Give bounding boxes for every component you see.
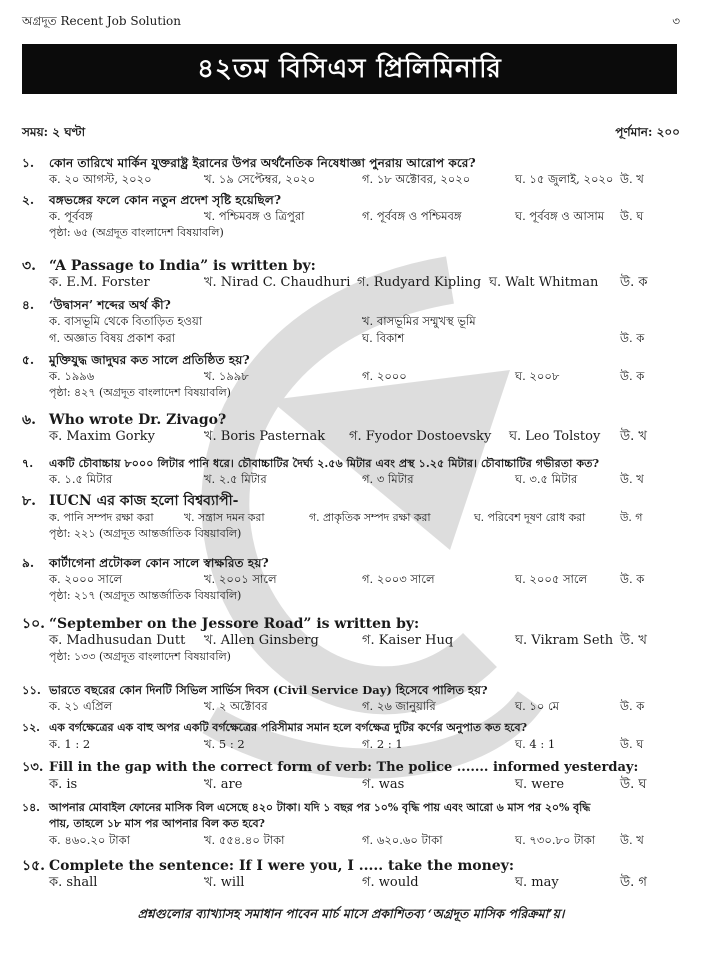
question-text: মুক্তিযুদ্ধ জাদুঘর কত সালে প্রতিষ্ঠিত হয়? <box>49 353 250 367</box>
option: গ. Rudyard Kipling <box>357 275 482 290</box>
question-text: “A Passage to India” is written by: <box>49 258 316 274</box>
option: ক. E.M. Forster <box>49 275 150 290</box>
option: খ. will <box>204 875 245 890</box>
answer: উ. ঘ <box>620 737 644 751</box>
question: ৭. একটি চৌবাচ্চায় ৮০০০ লিটার পানি ধরে। চৌবাচ্চাটির দৈর্ঘ্য ২.৫৬ মিটার এবং প্রস্থ ১.২৫ মিটার। চৌবাচ্চাটির গভীরতা কত? ক. ১.৫ মিটার খ. ২.৫ মিটার গ. ৩ মিটার ঘ. ৩.৫ মিটার উ. খ <box>22 456 644 486</box>
option: খ. সন্ত্রাস দমন করা <box>184 511 265 524</box>
option: ক. 1 : 2 <box>49 737 91 751</box>
option: ক. পানি সম্পদ রক্ষা করা <box>49 511 154 524</box>
option: ঘ. পূর্ববঙ্গ ও আসাম <box>515 209 605 223</box>
option: ঘ. ১৫ জুলাই, ২০২০ <box>515 172 614 186</box>
answer: উ. ক <box>620 275 648 290</box>
answer: উ. ঘ <box>620 777 647 792</box>
question: ৮. IUCN এর কাজ হলো বিশ্বব্যাপী- ক. পানি সম্পদ রক্ষা করা খ. সন্ত্রাস দমন করা গ. প্রাকৃতিক সম্পদ রক্ষা করা ঘ. পরিবেশ দূষণ রোধ করা উ. গ পৃষ্ঠা: ২২১ (অগ্রদূত আন্তর্জাতিক বিষয়াবলি) <box>22 493 682 541</box>
question-text: বঙ্গভঙ্গের ফলে কোন নতুন প্রদেশ সৃষ্টি হয়েছিল? <box>49 193 281 207</box>
option: ক. পূর্ববঙ্গ <box>49 209 93 223</box>
question-text: এক বর্গক্ষেত্রের এক বাহু অপর একটি বর্গক্ষেত্রের পরিসীমার সমান হলে বর্গক্ষেত্র দুটির কর্ণের অনুপাত কত হবে? <box>49 721 527 734</box>
option: ঘ. may <box>515 875 559 890</box>
answer: উ. ক <box>620 572 645 586</box>
option: ক. Maxim Gorky <box>49 429 156 444</box>
answer: উ. গ <box>620 875 647 890</box>
option: ঘ. পরিবেশ দূষণ রোধ করা <box>474 511 586 524</box>
option: ক. shall <box>49 875 98 890</box>
exam-time: সময়: ২ ঘণ্টা <box>22 125 86 139</box>
question: ৯. কার্টাগেনা প্রটোকল কোন সালে স্বাক্ষরিত হয়? ক. ২০০০ সালে খ. ২০০১ সালে গ. ২০০৩ সালে ঘ. ২০০৫ সালে উ. ক পৃষ্ঠা: ২১৭ (অগ্রদূত আন্তর্জাতিক বিষয়াবলি) <box>22 555 682 603</box>
question-text: ‘উদ্বাসন’ শব্দের অর্থ কী? <box>49 298 171 312</box>
option: খ. ২ অক্টোবর <box>204 699 268 713</box>
question: ২. বঙ্গভঙ্গের ফলে কোন নতুন প্রদেশ সৃষ্টি হয়েছিল? ক. পূর্ববঙ্গ খ. পশ্চিমবঙ্গ ও ত্রিপুরা গ. পূর্ববঙ্গ ও পশ্চিমবঙ্গ ঘ. পূর্ববঙ্গ ও আসাম উ. ঘ পৃষ্ঠা: ৬৫ (অগ্রদূত বাংলাদেশ বিষয়াবলি) <box>22 192 682 240</box>
option: ঘ. ৭৩০.৮০ টাকা <box>515 833 596 847</box>
option: খ. ২০০১ সালে <box>204 572 277 586</box>
option: ক. Madhusudan Dutt <box>49 633 186 648</box>
source-reference: পৃষ্ঠা: ১৩৩ (অগ্রদূত বাংলাদেশ বিষয়াবলি) <box>49 650 231 663</box>
option: ক. is <box>49 777 78 792</box>
option: গ. 2 : 1 <box>362 737 403 751</box>
question-text: Complete the sentence: If I were you, I ..... take the money: <box>49 858 515 874</box>
question: ১১. ভারতে বছরের কোন দিনটি সিভিল সার্ভিস দিবস (Civil Service Day) হিসেবে পালিত হয়? ক. ২১ এপ্রিল খ. ২ অক্টোবর গ. ২৬ জানুয়ারি ঘ. ১০ মে <box>22 683 560 713</box>
option: ঘ. 4 : 1 <box>515 737 556 751</box>
source-reference: পৃষ্ঠা: ৪২৭ (অগ্রদূত বাংলাদেশ বিষয়াবলি) <box>49 386 231 399</box>
source-reference: পৃষ্ঠা: ৬৫ (অগ্রদূত বাংলাদেশ বিষয়াবলি) <box>49 226 224 239</box>
answer: উ. ঘ <box>620 209 644 223</box>
option: খ. বাসভূমির সম্মুখস্থ ভূমি <box>362 314 476 328</box>
question-text: কার্টাগেনা প্রটোকল কোন সালে স্বাক্ষরিত হয়? <box>49 556 269 570</box>
question-text: আপনার মোবাইল ফোনের মাসিক বিল এসেছে ৪২০ টাকা। যদি ১ বছর পর ১০% বৃদ্ধি পায় এবং আরো ৬ মাস পর ২০% বৃদ্ধি <box>49 801 591 814</box>
option: গ. Fyodor Dostoevsky <box>349 429 492 444</box>
option: ঘ. ১০ মে <box>515 699 560 713</box>
option: ঘ. ২০০৮ <box>515 369 560 383</box>
question: ১০. “September on the Jessore Road” is written by: ক. Madhusudan Dutt খ. Allen Ginsberg গ. Kaiser Huq ঘ. Vikram Seth উ. খ পৃষ্ঠা: ১৩৩ (অগ্রদূত বাংলাদেশ বিষয়াবলি) <box>22 616 682 664</box>
option: গ. ২৬ জানুয়ারি <box>362 699 436 713</box>
question: ১২. এক বর্গক্ষেত্রের এক বাহু অপর একটি বর্গক্ষেত্রের পরিসীমার সমান হলে বর্গক্ষেত্র দুটির কর্ণের অনুপাত কত হবে? ক. 1 : 2 খ. 5 : 2 গ. 2 : 1 ঘ. 4 : 1 উ. ঘ <box>22 721 644 751</box>
question-text: একটি চৌবাচ্চায় ৮০০০ লিটার পানি ধরে। চৌবাচ্চাটির দৈর্ঘ্য ২.৫৬ মিটার এবং প্রস্থ ১.২৫ মিটার। চৌবাচ্চাটির গভীরতা কত? <box>49 456 600 470</box>
option: গ. ২০০০ <box>362 369 407 383</box>
option: ঘ. were <box>515 777 565 792</box>
question: ১৪. আপনার মোবাইল ফোনের মাসিক বিল এসেছে ৪২০ টাকা। যদি ১ বছর পর ১০% বৃদ্ধি পায় এবং আরো ৬ মাস পর ২০% বৃদ্ধি পায়, তাহলে ১৮ মাস পর আপনার বিল কত হবে? ক. ৪৬০.২০ টাকা খ. ৫৫৪.৪০ টাকা গ. ৬২০.৬০ টাকা ঘ. ৭৩০.৮০ টাকা উ. খ <box>22 800 682 849</box>
option: ক. বাসভূমি থেকে বিতাড়িত হওয়া <box>49 314 203 328</box>
answer: উ. খ <box>620 633 647 648</box>
answer: উ. গ <box>620 511 643 524</box>
option: খ. 5 : 2 <box>204 737 245 751</box>
footer-note: প্রশ্নগুলোর ব্যাখ্যাসহ সমাধান পাবেন মার্চ মাসে প্রকাশিতব্য ‘অগ্রদূত মাসিক পরিক্রমা’য়। <box>137 906 565 921</box>
option: ক. ২০ আগস্ট, ২০২০ <box>49 172 152 186</box>
option: গ. was <box>362 777 405 792</box>
question-text: “September on the Jessore Road” is written by: <box>49 616 420 632</box>
source-reference: পৃষ্ঠা: ২২১ (অগ্রদূত আন্তর্জাতিক বিষয়াবলি) <box>49 527 242 540</box>
option: খ. ১৯৯৮ <box>204 369 249 383</box>
page-number: ৩ <box>672 14 680 28</box>
option: ক. ৪৬০.২০ টাকা <box>49 833 131 847</box>
option: গ. Kaiser Huq <box>362 633 454 648</box>
question-text: ভারতে বছরের কোন দিনটি সিভিল সার্ভিস দিবস (Civil Service Day) হিসেবে পালিত হয়? <box>49 683 488 697</box>
option: গ. ২০০৩ সালে <box>362 572 435 586</box>
question-text: Who wrote Dr. Zivago? <box>49 412 227 428</box>
question-text-continued: পায়, তাহলে ১৮ মাস পর আপনার বিল কত হবে? <box>49 817 265 830</box>
option: খ. Boris Pasternak <box>204 429 326 444</box>
option: খ. ১৯ সেপ্টেম্বর, ২০২০ <box>204 172 316 186</box>
question: ৪. ‘উদ্বাসন’ শব্দের অর্থ কী? ক. বাসভূমি থেকে বিতাড়িত হওয়া খ. বাসভূমির সম্মুখস্থ ভূমি গ. অজ্ঞাত বিষয় প্রকাশ করা ঘ. বিকাশ উ. ক <box>22 298 645 345</box>
question: ১৫. Complete the sentence: If I were you, I ..... take the money: ক. shall খ. will গ. would ঘ. may উ. গ <box>22 858 647 890</box>
option: গ. ৩ মিটার <box>362 472 414 486</box>
answer: উ. খ <box>620 472 644 486</box>
question: ৩. “A Passage to India” is written by: ক. E.M. Forster খ. Nirad C. Chaudhuri গ. Rudyard Kipling ঘ. Walt Whitman উ. ক <box>22 258 648 290</box>
option: খ. ৫৫৪.৪০ টাকা <box>204 833 285 847</box>
page-title: ৪২তম বিসিএস প্রিলিমিনারি <box>22 44 677 94</box>
question: ৬. Who wrote Dr. Zivago? ক. Maxim Gorky খ. Boris Pasternak গ. Fyodor Dostoevsky ঘ. Leo Tolstoy উ. খ <box>22 412 647 444</box>
series-name: অগ্রদূত Recent Job Solution <box>22 14 181 28</box>
question: ১. কোন তারিখে মার্কিন যুক্তরাষ্ট্র ইরানের উপর অর্থনৈতিক নিষেধাজ্ঞা পুনরায় আরোপ করে? ক. ২০ আগস্ট, ২০২০ খ. ১৯ সেপ্টেম্বর, ২০২০ গ. ১৮ অক্টোবর, ২০২০ ঘ. ১৫ জুলাই, ২০২০ উ. খ <box>22 156 644 186</box>
option: খ. ২.৫ মিটার <box>204 472 267 486</box>
answer: উ. খ <box>620 172 644 186</box>
option: ক. ১৯৯৬ <box>49 369 95 383</box>
option: ঘ. Leo Tolstoy <box>509 429 601 444</box>
option: খ. Allen Ginsberg <box>204 633 319 648</box>
option: ঘ. ৩.৫ মিটার <box>515 472 578 486</box>
question-text: কোন তারিখে মার্কিন যুক্তরাষ্ট্র ইরানের উপর অর্থনৈতিক নিষেধাজ্ঞা পুনরায় আরোপ করে? <box>49 156 476 170</box>
option: গ. পূর্ববঙ্গ ও পশ্চিমবঙ্গ <box>362 209 462 223</box>
option: ক. ১.৫ মিটার <box>49 472 113 486</box>
answer: উ. খ <box>620 833 644 847</box>
answer: উ. ক <box>620 699 645 713</box>
option: ঘ. Vikram Seth <box>515 633 614 648</box>
answer: উ. ক <box>620 331 645 345</box>
option: খ. are <box>204 777 243 792</box>
question-text: Fill in the gap with the correct form of verb: The police ....... informed yesterday: <box>49 760 639 775</box>
option: ঘ. ২০০৫ সালে <box>515 572 588 586</box>
option: গ. ১৮ অক্টোবর, ২০২০ <box>362 172 471 186</box>
question: ১৩. Fill in the gap with the correct form of verb: The police ....... informed yesterday: ক. is খ. are গ. was ঘ. were উ. ঘ <box>22 760 647 792</box>
option: গ. অজ্ঞাত বিষয় প্রকাশ করা <box>49 331 176 345</box>
source-reference: পৃষ্ঠা: ২১৭ (অগ্রদূত আন্তর্জাতিক বিষয়াবলি) <box>49 589 242 602</box>
option: ঘ. বিকাশ <box>362 331 405 345</box>
option: ক. ২০০০ সালে <box>49 572 123 586</box>
option: ঘ. Walt Whitman <box>489 275 599 290</box>
option: খ. Nirad C. Chaudhuri <box>204 275 351 290</box>
option: গ. প্রাকৃতিক সম্পদ রক্ষা করা <box>309 511 431 524</box>
question-text: IUCN এর কাজ হলো বিশ্বব্যাপী- <box>49 493 239 509</box>
option: ক. ২১ এপ্রিল <box>49 699 113 713</box>
answer: উ. খ <box>620 429 647 444</box>
option: গ. ৬২০.৬০ টাকা <box>362 833 443 847</box>
option: গ. would <box>362 875 419 890</box>
question: ৫. মুক্তিযুদ্ধ জাদুঘর কত সালে প্রতিষ্ঠিত হয়? ক. ১৯৯৬ খ. ১৯৯৮ গ. ২০০০ ঘ. ২০০৮ উ. ক পৃষ্ঠা: ৪২৭ (অগ্রদূত বাংলাদেশ বিষয়াবলি) <box>22 352 682 400</box>
option: খ. পশ্চিমবঙ্গ ও ত্রিপুরা <box>204 209 305 223</box>
answer: উ. ক <box>620 369 645 383</box>
full-marks: পূর্ণমান: ২০০ <box>615 125 680 139</box>
